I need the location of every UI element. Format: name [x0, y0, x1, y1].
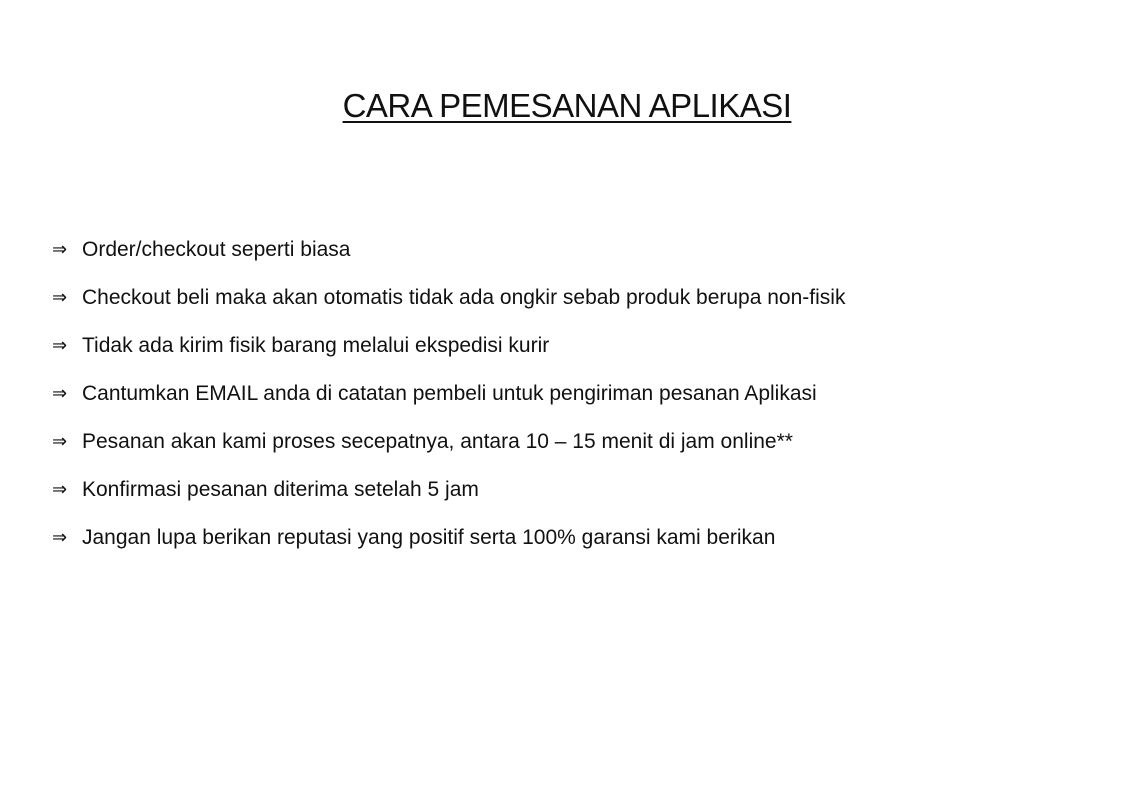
- list-item-text: Konfirmasi pesanan diterima setelah 5 jam: [82, 478, 479, 501]
- list-item: [52, 226, 1112, 274]
- list-item-text: Order/checkout seperti biasa: [82, 238, 351, 261]
- list-item: [52, 274, 1112, 322]
- order-steps-list: [52, 226, 1112, 562]
- list-item: [52, 322, 1112, 370]
- list-item: [52, 466, 1112, 514]
- list-item: [52, 370, 1112, 418]
- double-arrow-icon: ⇒: [52, 431, 68, 452]
- double-arrow-icon: ⇒: [52, 383, 68, 404]
- double-arrow-icon: ⇒: [52, 527, 68, 548]
- double-arrow-icon: ⇒: [52, 479, 68, 500]
- list-item: [52, 418, 1112, 466]
- page-title: [0, 86, 1134, 126]
- page-title-text: CARA PEMESANAN APLIKASI: [342, 87, 792, 124]
- list-item-text: Checkout beli maka akan otomatis tidak ada ongkir sebab produk berupa non-fisik: [82, 286, 846, 309]
- list-item-text: Jangan lupa berikan reputasi yang positif serta 100% garansi kami berikan: [82, 526, 776, 549]
- double-arrow-icon: ⇒: [52, 287, 68, 308]
- list-item: [52, 514, 1112, 562]
- double-arrow-icon: ⇒: [52, 335, 68, 356]
- double-arrow-icon: ⇒: [52, 239, 68, 260]
- list-item-text: Tidak ada kirim fisik barang melalui ekspedisi kurir: [82, 334, 550, 357]
- list-item-text: Cantumkan EMAIL anda di catatan pembeli untuk pengiriman pesanan Aplikasi: [82, 382, 817, 405]
- list-item-text: Pesanan akan kami proses secepatnya, antara 10 – 15 menit di jam online**: [82, 430, 793, 453]
